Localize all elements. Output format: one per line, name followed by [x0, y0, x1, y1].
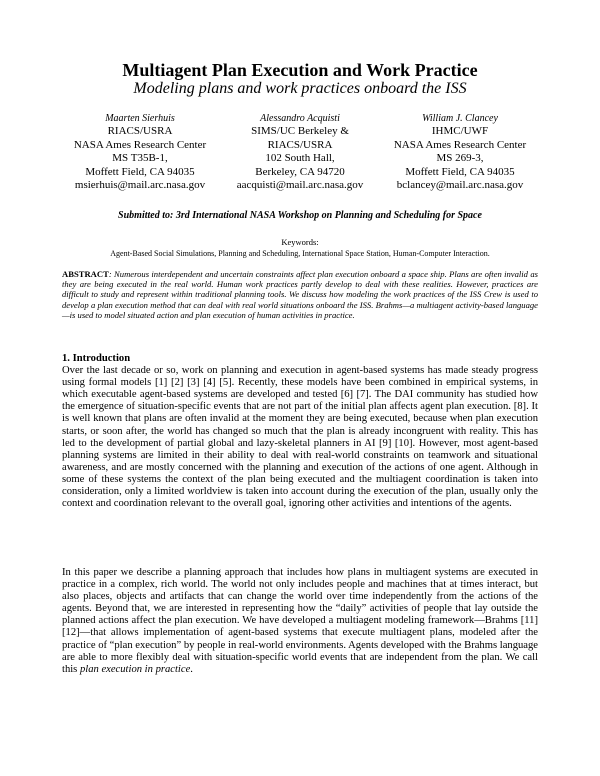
abstract: [62, 269, 538, 320]
author-name: Maarten Sierhuis: [105, 113, 175, 124]
author-affiliation: NASA Ames Research Center: [73, 138, 207, 151]
author-address: MS T35B-1,: [112, 152, 168, 164]
author-affiliation: RIACS/USRA: [267, 138, 333, 151]
author-affiliation: RIACS/USRA: [107, 125, 173, 137]
paper-subtitle: Modeling plans and work practices onboard the ISS: [133, 80, 467, 97]
author-email: aacquisti@mail.arc.nasa.gov: [236, 179, 364, 191]
author-affiliation: IHMC/UWF: [431, 125, 489, 137]
author-1: [60, 113, 220, 193]
intro-paragraph: Over the last decade or so, work on planning and execution in agent-based systems has made steady progress using formal models [1] [2] [3] [4] [5]. Recently, these models have been combined in empirical systems, in which executable agent-based systems are developed and tested [6] [7]. The DAI community has studied how the emergence of situation-specific events that are not part of the initial plan affects agent plan execution. [8]. It is well known that plans are often invalid at the moment they are being executed, because when plan execution starts, or soon after, the world has changed so much that the plan is already incongruent with reality. This has led to the development of partial global and lazy-skeletal planners in AI [9] [10]. However, most agent-based planning systems are limited in their ability to deal with real-world constraints on teamwork and situational awareness, and are mostly concerned with the planning and execution of the actions of one agent. Although in some of these systems the context of the plan being executed and the multiagent coordination is taken into consideration, only a limited worldview is taken into account during the execution of the plan, usually only the context and coordination relevant to the overall goal, ignoring other activities and intentions of the agents.: [62, 365, 538, 510]
author-email: bclancey@mail.arc.nasa.gov: [396, 179, 524, 191]
keywords-list: Agent-Based Social Simulations, Planning and Scheduling, International Space Station, Human-Computer Interaction.: [110, 249, 490, 258]
author-3: [380, 113, 540, 193]
author-address: MS 269-3,: [436, 152, 484, 164]
paragraph-text: In this paper we describe a planning approach that includes how plans in multiagent systems are executed in practice in a complex, rich world. The world not only includes people and machines that at times interact, but also places, objects and artifacts that can change the world over time independently from the actions of the agents. Beyond that, we are interested in representing how the “daily” activities of people that lay outside the planned actions affect the plan execution. We have developed a multiagent modeling framework—Brahms [11] [12]—that allows implementation of agent-based systems that execute multiagent plans, modeled after the practice of “plan execution” by people in real-world environments. Agents developed with the Brahms language are able to more flexibly deal with situation-specific world events that are independent from the plan. We call this: [62, 567, 538, 675]
author-2: [220, 113, 380, 193]
author-name: William J. Clancey: [422, 113, 498, 124]
submission-note: Submitted to: 3rd International NASA Workshop on Planning and Scheduling for Space: [118, 210, 482, 221]
author-affiliation: NASA Ames Research Center: [393, 138, 527, 151]
author-address: Moffett Field, CA 94035: [405, 165, 515, 178]
abstract-label: ABSTRACT: [62, 269, 109, 279]
author-address: 102 South Hall,: [265, 152, 335, 164]
author-address: Berkeley, CA 94720: [255, 165, 345, 178]
keywords-label: Keywords:: [281, 237, 319, 247]
paragraph-emphasis: plan execution in practice: [79, 663, 191, 675]
introduction-section: [62, 353, 538, 510]
author-address: Moffett Field, CA 94035: [85, 165, 195, 178]
paper-title: Multiagent Plan Execution and Work Practice: [122, 60, 478, 80]
author-affiliation: SIMS/UC Berkeley &: [251, 125, 349, 137]
second-paragraph: [62, 567, 538, 676]
abstract-text: : Numerous interdependent and uncertain constraints affect plan execution onboard a space ship. Plans are often invalid as they are being executed in the real world. Human work practices partly develop to deal with these realities. However, practices are difficult to study and represent within traditional planning tools. We discuss how modeling the work practices of the ISS Crew is used to develop a plan execution method that can deal with real world situations onboard the ISS. Brahms—a multiagent activity-based language—is used to model situated action and plan execution of human activities in practice.: [62, 269, 538, 320]
author-name: Alessandro Acquisti: [260, 113, 340, 124]
author-email: msierhuis@mail.arc.nasa.gov: [74, 179, 206, 191]
author-block: [60, 113, 540, 193]
paragraph-end: .: [190, 663, 193, 675]
section-heading: 1. Introduction: [62, 353, 131, 364]
